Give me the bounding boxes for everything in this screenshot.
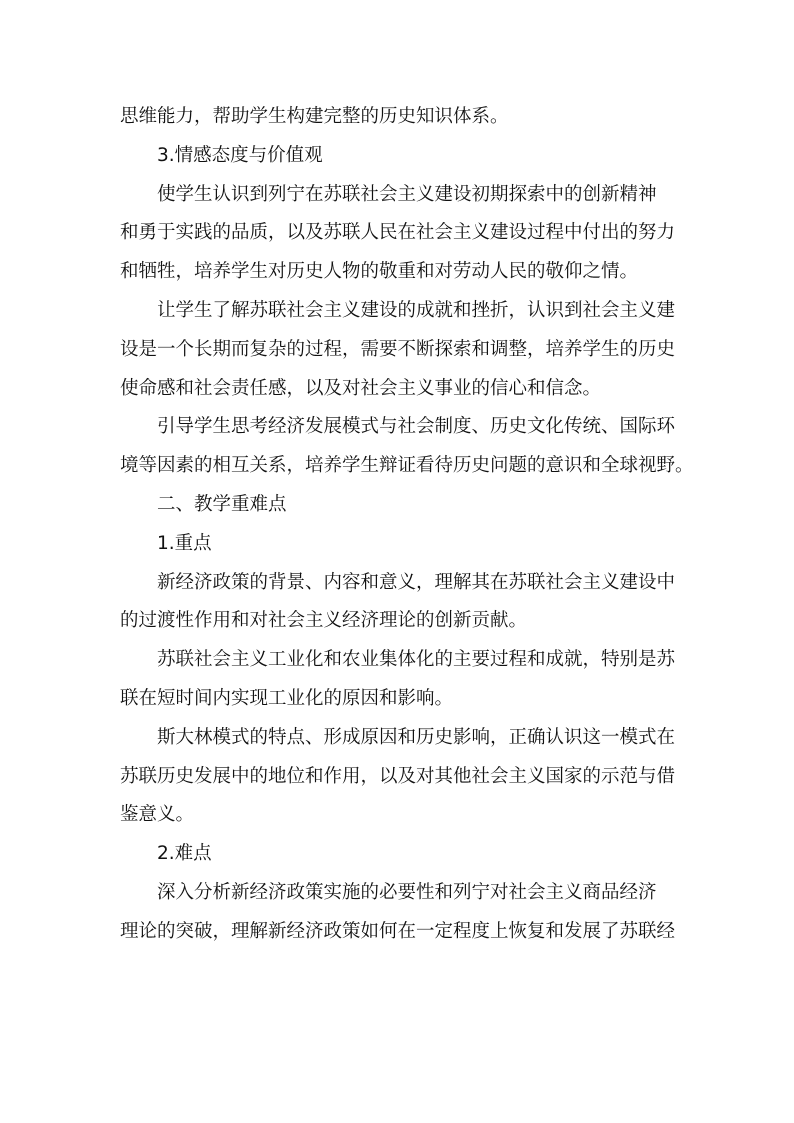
- text-line: 新经济政策的背景、内容和意义，理解其在苏联社会主义建设中: [157, 571, 676, 593]
- text-line: 联在短时间内实现工业化的原因和影响。: [120, 687, 454, 709]
- text-line: 使命感和社会责任感，以及对社会主义事业的信心和信念。: [120, 377, 602, 399]
- text-line: 和牺牲，培养学生对历史人物的敬重和对劳动人民的敬仰之情。: [120, 261, 639, 283]
- document-body: [120, 98, 694, 952]
- text-line: 的过渡性作用和对社会主义经济理论的创新贡献。: [120, 610, 528, 632]
- text-line: 设是一个长期而复杂的过程，需要不断探索和调整，培养学生的历史: [120, 338, 676, 360]
- text-line: 让学生了解苏联社会主义建设的成就和挫折，认识到社会主义建: [157, 299, 676, 321]
- text-line: 深入分析新经济政策实施的必要性和列宁对社会主义商品经济: [157, 881, 657, 903]
- subsection-heading: 2.难点: [157, 843, 212, 865]
- subsection-heading: 3.情感态度与价值观: [157, 144, 323, 166]
- text-line: 苏联历史发展中的地位和作用，以及对其他社会主义国家的示范与借: [120, 765, 676, 787]
- text-line: 使学生认识到列宁在苏联社会主义建设初期探索中的创新精神: [157, 183, 657, 205]
- text-line: 和勇于实践的品质，以及苏联人民在社会主义建设过程中付出的努力: [120, 222, 676, 244]
- text-line: 理论的突破，理解新经济政策如何在一定程度上恢复和发展了苏联经: [120, 920, 676, 942]
- text-line: 境等因素的相互关系，培养学生辩证看待历史问题的意识和全球视野。: [120, 455, 694, 477]
- text-line: 苏联社会主义工业化和农业集体化的主要过程和成就，特别是苏: [157, 649, 676, 671]
- text-line: 鉴意义。: [120, 804, 195, 826]
- text-line: 斯大林模式的特点、形成原因和历史影响，正确认识这一模式在: [157, 726, 676, 748]
- text-line: 思维能力，帮助学生构建完整的历史知识体系。: [120, 106, 509, 127]
- text-line: 引导学生思考经济发展模式与社会制度、历史文化传统、国际环: [157, 416, 676, 438]
- subsection-heading: 1.重点: [157, 532, 212, 554]
- section-heading: 二、教学重难点: [157, 493, 287, 515]
